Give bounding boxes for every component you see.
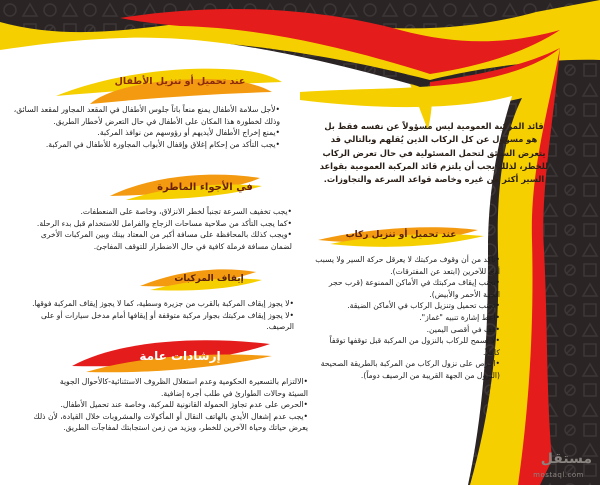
- bullet: لضمان مسافة فرملة كافية في حال الاضطرار للتوقف المفاجئ.: [93, 241, 292, 251]
- bullet: •أعط إشارة تنبيه "غماز".: [419, 312, 500, 322]
- section-title-children: عند تحميل أو تنزيل الأطفال: [114, 75, 246, 87]
- section-children-body: [12, 104, 280, 150]
- bullet: الجهة الأحمر والأبيض).: [429, 289, 500, 299]
- intro-paragraph: قائد المركبة العمومية ليس مسؤولاً عن نفسه فقط بل هو مسؤول عن كل الركاب الذين يُقلهم وبالتالي قد يتعرض السائق لتحمل المسئولية في حال تعرض الركاب للخطر، لذلك يجب أن يلتزم قائد المركبة العمومية بقواعد السير أكثر من غيره وخاصة قواعد السرعة والتجاوزات.: [319, 121, 549, 185]
- bullet: •لأجل سلامة الأطفال يمنع منعاً باتاً جلوس الأطفال في المقعد المجاور لمقعد السائق،: [13, 105, 280, 114]
- section-title-general: إرشادات عامة: [139, 349, 221, 363]
- bullet: •تجنب تحميل وتنزيل الركاب في الأماكن الضيقة.: [347, 301, 500, 311]
- bullet: •يجب عدم إشغال الأيدي بالهاتف النقال أو المأكولات والمشروبات خلال القيادة، لأن ذلك: [33, 411, 308, 421]
- bullet: الرصيف.: [266, 322, 294, 332]
- bullet: •لا يجوز إيقاف المركبة بالقرب من جزيرة وسطية، كما لا يجوز إيقاف المركبة فوقها.: [32, 299, 294, 308]
- section-title-weather: في الأجواء الماطرة: [157, 181, 253, 193]
- bullet: •كما يجب التأكد من صلاحية مساحات الزجاج والفرامل للاستخدام قبل بدء الرحلة.: [36, 218, 292, 228]
- bullet: •تأكد من أن وقوف مركبتك لا يعرقل حركة السير ولا يسبب: [315, 255, 500, 264]
- bullet: •ويجب كذلك بالمحافظة على مسافة أكبر من المعتاد بينك وبين المركبات الأخرى: [40, 230, 292, 240]
- bullet: أذى للآخرين (ابتعد عن المفترقات).: [390, 266, 500, 276]
- bullet: (النزول من الجهة القريبة من الرصيف دوماً).: [360, 370, 500, 380]
- bullet: السيئة وحالات الطوارئ في طلب أجرة إضافية.: [160, 388, 308, 398]
- bullet: •لا تسمح للركاب بالنزول من المركبة قبل توقفها توقفاً كاملاً.: [329, 336, 500, 357]
- watermark-site: mostaql.com: [533, 471, 584, 479]
- bullet: •يجب تخفيف السرعة تجنباً لخطر الانزلاق، وخاصة على المنعطفات.: [80, 207, 292, 216]
- section-weather-body: [12, 206, 292, 252]
- bullet: •لا يجوز إيقاف مركبتك بجوار مركبة متوقفة أو إيقافها أمام مدخل سيارات أو على: [40, 310, 294, 320]
- bullet: •الالتزام بالتسعيرة الحكومية وعدم استغلال الظروف الاستثنائية-كالأحوال الجوية: [59, 377, 308, 386]
- bullet: •قف في أقصى اليمين.: [426, 324, 500, 334]
- bullet: •يمنع إخراج الأطفال لأيديهم أو رؤوسهم من نوافذ المركبة.: [97, 128, 280, 138]
- section-general-body: [10, 376, 308, 434]
- section-passengers-body: [312, 254, 500, 382]
- section-title-passengers: عند تحميل أو تنزيل ركاب: [345, 230, 457, 240]
- bullet: وذلك لخطورة هذا المكان على الأطفال في حال التعرض لأخطار الطريق.: [53, 116, 280, 126]
- bullet: •احرص على نزول الركاب من المركبة بالطريقة الصحيحة: [320, 359, 500, 369]
- watermark-brand: مستقل: [540, 451, 592, 467]
- section-parking-body: [12, 298, 294, 333]
- bullet: •الحرص على عدم تجاوز الحمولة القانونية للمركبة، وخاصة عند تحميل الأطفال.: [60, 400, 308, 410]
- section-title-parking: إيقاف المركبات: [174, 274, 244, 284]
- bullet: •يجب التأكد من إحكام إغلاق وإقفال الأبواب المجاورة للأطفال في المركبة.: [45, 139, 280, 149]
- bullet: يعرض حياتك وحياة الآخرين للخطر، ويزيد من زمن استجابتك لمفاجآت الطريق.: [63, 423, 308, 433]
- bullet: •تجنب إيقاف مركبتك في الأماكن الممنوعة (قرب حجر: [328, 278, 500, 288]
